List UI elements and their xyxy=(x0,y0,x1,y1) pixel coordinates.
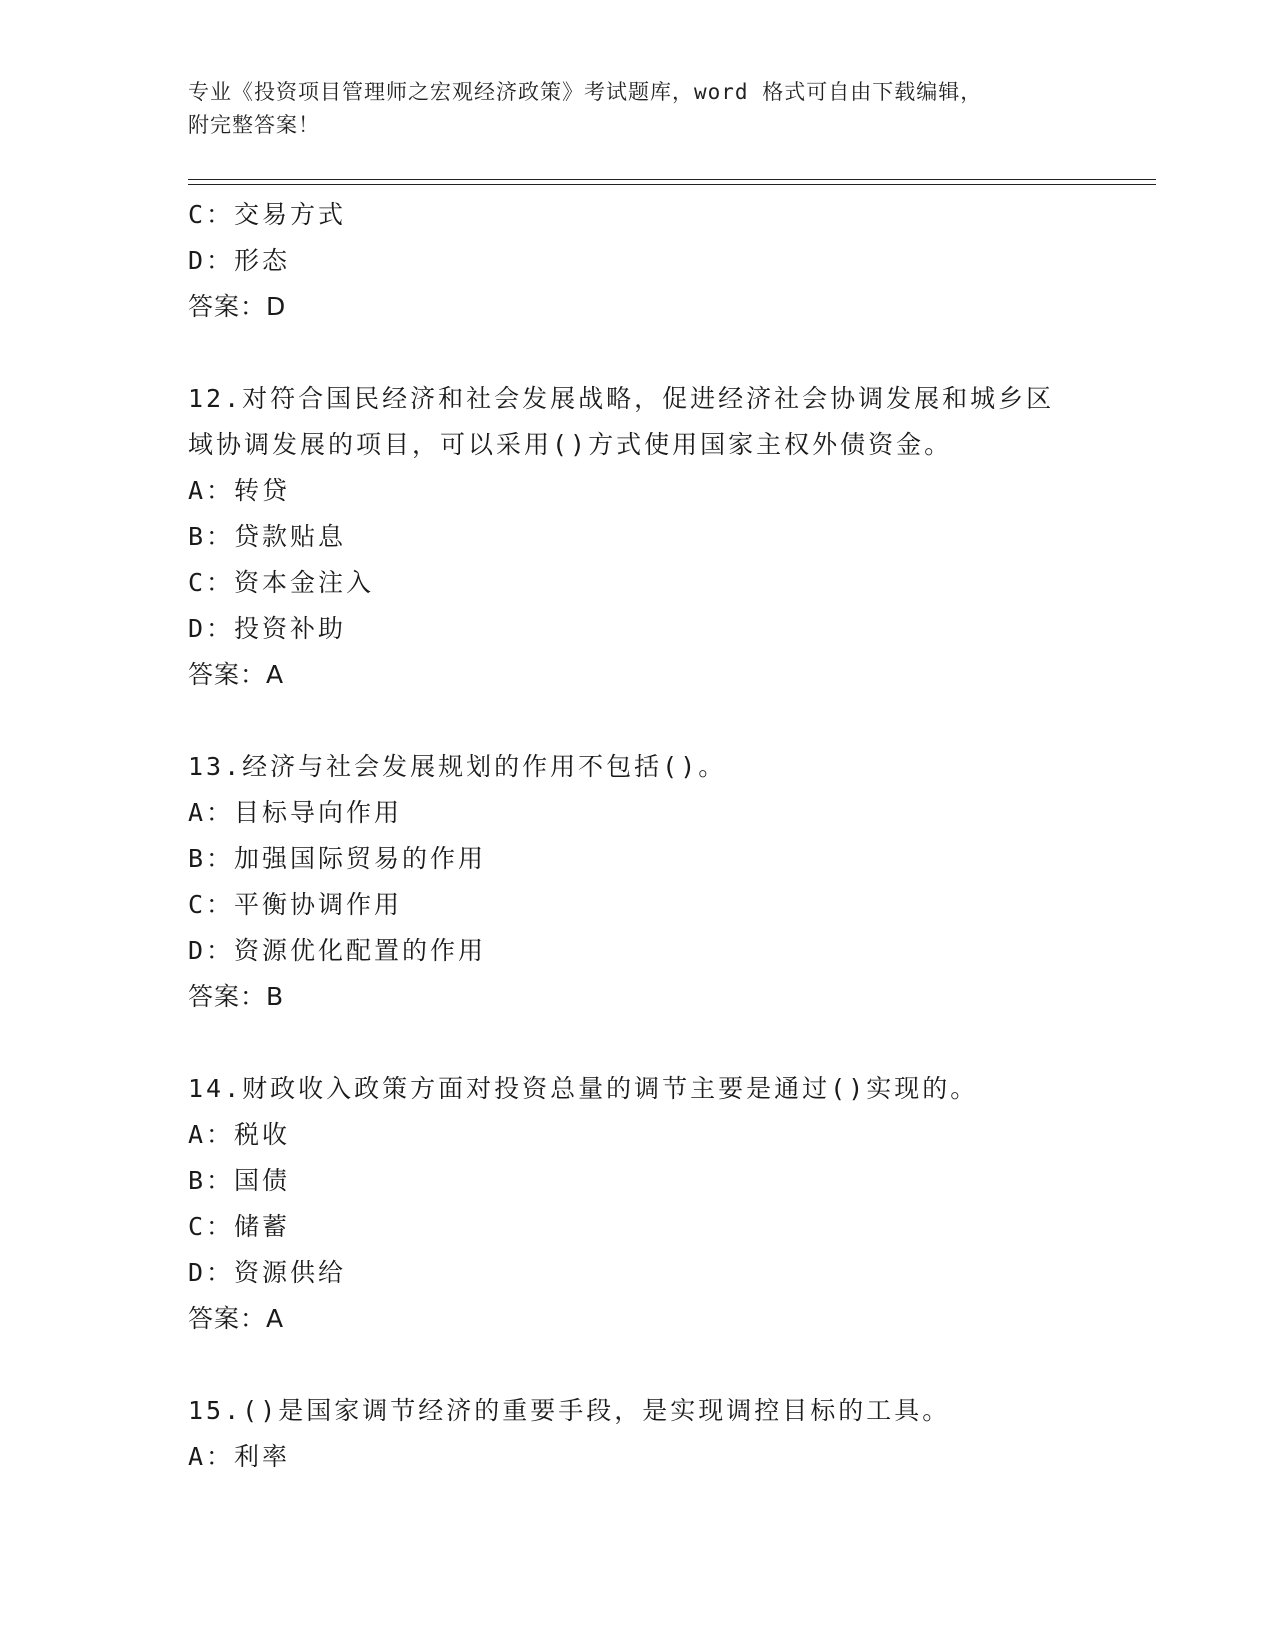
question-text: 15.()是国家调节经济的重要手段，是实现调控目标的工具。 xyxy=(188,1396,951,1425)
option-item: D：资源供给 xyxy=(188,1258,347,1287)
question-text: 13.经济与社会发展规划的作用不包括()。 xyxy=(188,752,727,781)
header-divider-bottom xyxy=(188,184,1156,185)
option-item: B：贷款贴息 xyxy=(188,522,347,551)
answer-line: 答案：A xyxy=(188,1304,285,1333)
option-item: D：形态 xyxy=(188,246,291,275)
spacer xyxy=(188,330,1088,376)
option-item: D：资源优化配置的作用 xyxy=(188,936,487,965)
carryover-block xyxy=(188,192,1088,330)
option-item: A：利率 xyxy=(188,1442,291,1471)
option-item: C：交易方式 xyxy=(188,200,347,229)
spacer xyxy=(188,1342,1088,1388)
question-block xyxy=(188,1066,1088,1342)
answer-line: 答案：B xyxy=(188,982,285,1011)
option-item: C：储蓄 xyxy=(188,1212,291,1241)
question-block xyxy=(188,376,1088,698)
question-text: 域协调发展的项目，可以采用()方式使用国家主权外债资金。 xyxy=(188,430,953,459)
document-header xyxy=(188,76,1088,142)
option-item: B：国债 xyxy=(188,1166,291,1195)
question-list xyxy=(188,192,1088,1480)
option-item: A：目标导向作用 xyxy=(188,798,403,827)
spacer xyxy=(188,698,1088,744)
spacer xyxy=(188,1020,1088,1066)
header-line-2: 附完整答案！ xyxy=(188,113,320,137)
question-text: 14.财政收入政策方面对投资总量的调节主要是通过()实现的。 xyxy=(188,1074,979,1103)
header-divider-top xyxy=(188,179,1156,180)
option-item: A：转贷 xyxy=(188,476,291,505)
header-line-1: 专业《投资项目管理师之宏观经济政策》考试题库，word 格式可自由下载编辑， xyxy=(188,80,983,104)
question-text: 12.对符合国民经济和社会发展战略，促进经济社会协调发展和城乡区 xyxy=(188,384,1055,413)
question-block xyxy=(188,1388,1088,1480)
option-item: B：加强国际贸易的作用 xyxy=(188,844,487,873)
option-item: C：资本金注入 xyxy=(188,568,375,597)
answer-line: 答案：D xyxy=(188,292,287,321)
option-item: D：投资补助 xyxy=(188,614,347,643)
answer-line: 答案：A xyxy=(188,660,285,689)
option-item: A：税收 xyxy=(188,1120,291,1149)
option-item: C：平衡协调作用 xyxy=(188,890,403,919)
question-block xyxy=(188,744,1088,1020)
